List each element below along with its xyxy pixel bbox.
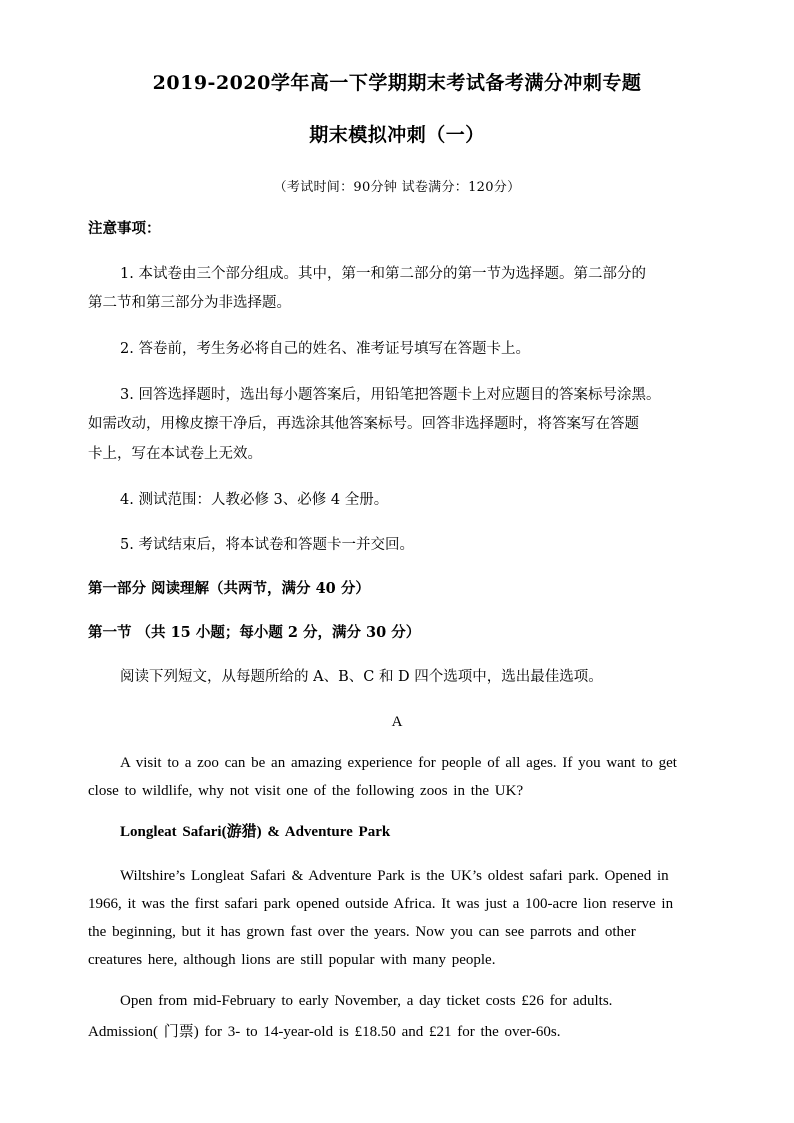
- notice-item-1-line-2: 第二节和第三部分为非选择题。: [88, 295, 291, 311]
- notice-item-3-line-3: 卡上，写在本试卷上无效。: [88, 446, 262, 462]
- notice-item-3-line-1: 3. 回答选择题时，选出每小题答案后，用铅笔把答题卡上对应题目的答案标号涂黑。: [120, 387, 661, 403]
- passage-p2-line-3: the beginning, but it has grown fast over the years. Now you can see parrots and other: [88, 924, 636, 940]
- exam-info: （考试时间：90分钟 试卷满分：120分）: [273, 180, 521, 195]
- passage-p1-line-2: close to wildlife, why not visit one of the following zoos in the UK?: [88, 783, 524, 799]
- passage-p3-line-2: Admission( 门票) for 3- to 14-year-old is £18.50 and £21 for the over-60s.: [88, 1024, 561, 1040]
- notice-item-5: 5. 考试结束后，将本试卷和答题卡一并交回。: [120, 537, 414, 553]
- document-subtitle: 期末模拟冲刺（一）: [309, 124, 485, 146]
- notice-item-4: 4. 测试范围：人教必修 3、必修 4 全册。: [120, 492, 389, 508]
- passage-heading: Longleat Safari(游猎) & Adventure Park: [120, 824, 391, 840]
- document-title: 2019-2020学年高一下学期期末考试备考满分冲刺专题: [152, 72, 642, 94]
- reading-instruction: 阅读下列短文，从每题所给的 A、B、C 和 D 四个选项中，选出最佳选项。: [120, 669, 603, 685]
- passage-p2-line-2: 1966, it was the first safari park opened outside Africa. It was just a 100-acre lion reserve in: [88, 896, 674, 912]
- part-1-heading: 第一部分 阅读理解（共两节，满分 40 分）: [88, 580, 370, 597]
- passage-label: A: [391, 714, 403, 730]
- notice-item-2: 2. 答卷前，考生务必将自己的姓名、准考证号填写在答题卡上。: [120, 341, 530, 357]
- notice-item-1-line-1: 1. 本试卷由三个部分组成。其中，第一和第二部分的第一节为选择题。第二部分的: [120, 266, 646, 282]
- section-1-heading: 第一节 （共 15 小题；每小题 2 分，满分 30 分）: [88, 624, 421, 641]
- passage-p1-line-1: A visit to a zoo can be an amazing experience for people of all ages. If you want to get: [120, 755, 677, 771]
- passage-p2-line-1: Wiltshire’s Longleat Safari & Adventure Park is the UK’s oldest safari park. Opened in: [120, 868, 669, 884]
- notice-item-3-line-2: 如需改动，用橡皮擦干净后，再选涂其他答案标号。回答非选择题时，将答案写在答题: [88, 416, 639, 432]
- passage-p2-line-4: creatures here, although lions are still popular with many people.: [88, 952, 496, 968]
- notice-heading: 注意事项：: [88, 220, 161, 237]
- passage-p3-line-1: Open from mid-February to early November, a day ticket costs £26 for adults.: [120, 993, 613, 1009]
